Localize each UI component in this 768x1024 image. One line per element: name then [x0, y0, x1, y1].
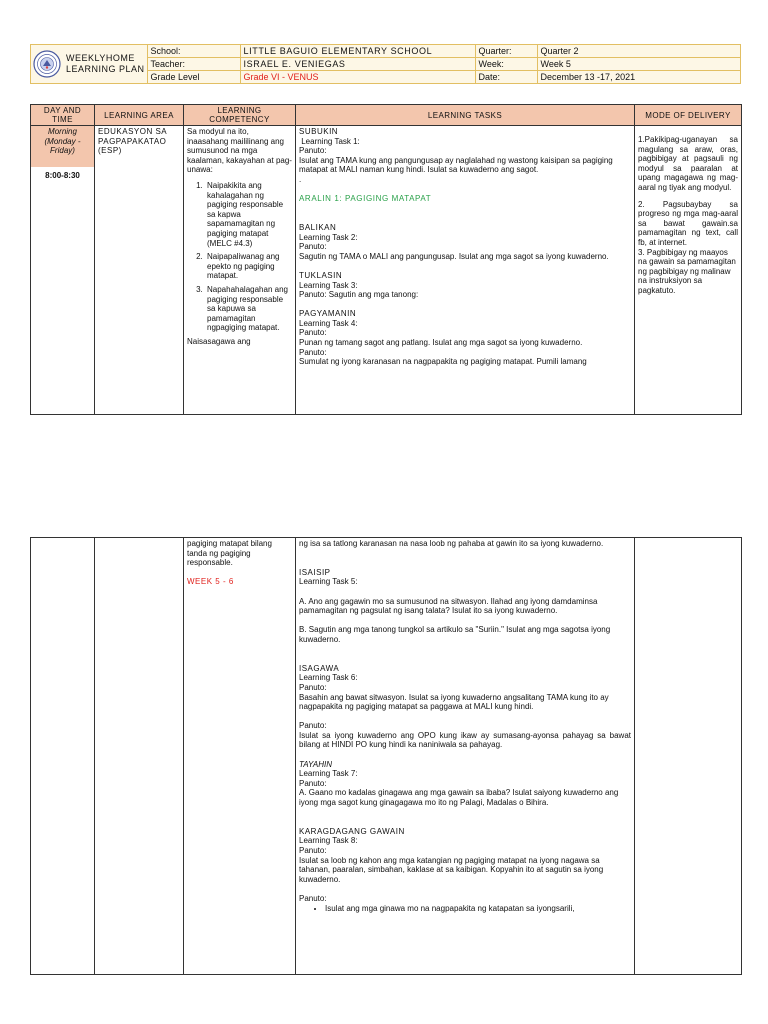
task4b-text: Sumulat ng iyong karanasan na nagpapakita ng pagiging matapat. Pumili lamang [299, 357, 587, 367]
panuto-label: Panuto: [299, 682, 327, 692]
col-header-tasks: LEARNING TASKS [296, 105, 635, 126]
task4b-continued: ng isa sa tatlong karanasan na nasa loob ng pahaba at gawin ito sa iyong kuwaderno. [299, 539, 604, 548]
plan-title-line1: WEEKLYHOME [66, 53, 135, 63]
subukin-heading: SUBUKIN [299, 127, 339, 136]
task1-dot: . [299, 174, 302, 184]
day-time-cell [31, 126, 95, 415]
date-value: December 13 -17, 2021 [537, 71, 740, 84]
task5-label: Learning Task 5: [299, 577, 358, 587]
learning-plan-table-page2 [30, 537, 742, 975]
learning-plan-table-page1 [30, 104, 742, 415]
competency-intro: Sa modyul na ito, inaasahang maililinang ang sumusunod na mga kaalaman, kakayahan at pag-unawa: [187, 127, 292, 175]
day-time-cell [31, 538, 95, 975]
task4-text: Punan ng tamang sagot ang patlang. Isulat ang mga sagot sa iyong kuwaderno. [299, 338, 583, 348]
plan-header-table [30, 44, 741, 84]
col-header-day-time: DAY AND TIME [31, 105, 95, 126]
task8-bullet-list [299, 904, 631, 914]
school-label: School: [147, 45, 240, 58]
task6-label: Learning Task 6: [299, 673, 358, 683]
competency-tail: Naisasagawa ang [187, 336, 251, 346]
plan-title-line2: LEARNING PLAN [66, 64, 145, 74]
task2-label: Learning Task 2: [299, 232, 358, 242]
teacher-label: Teacher: [147, 58, 240, 71]
tasks-cell [296, 538, 635, 975]
school-value: LITTLE BAGUIO ELEMENTARY SCHOOL [240, 45, 475, 58]
isaisip-heading: ISAISIP [299, 567, 331, 577]
task4-label: Learning Task 4: [299, 318, 358, 328]
panuto-label: Panuto: [299, 778, 327, 788]
competency-item: 1. Naipakikita ang kahalagahan ng pagiging responsable sa kapwa sapamamagitan ng pagiging matapat (MELC #4.3) [205, 181, 292, 248]
aralin-heading: ARALIN 1: PAGIGING MATAPAT [299, 194, 432, 204]
panuto-label: Panuto: [299, 328, 327, 338]
panuto-label: Panuto: [299, 347, 327, 357]
panuto-label: Panuto: [299, 242, 327, 252]
teacher-value: ISRAEL E. VENIEGAS [240, 58, 475, 71]
quarter-label: Quarter: [475, 45, 537, 58]
quarter-value: Quarter 2 [537, 45, 740, 58]
task8-text: Isulat sa loob ng kahon ang mga katangian ng pagiging matapat na iyong nagawa sa tahanan, paaralan, simbahan, kaklase at sa kaibigan. Kopyahin ito at sagutin sa iyong kuwaderno. [299, 855, 604, 884]
task2-text: Sagutin ng TAMA o MALI ang pangungusap. Isulat ang mga sagot sa iyong kuwaderno. [299, 251, 609, 261]
competency-continued: pagiging matapat bilang tanda ng pagiging responsable. [187, 539, 272, 568]
learning-area-cell [95, 538, 184, 975]
delivery-item: 2. Pagsubaybay sa progreso ng mga mag-aaral sa bawat gawain.sa pamamagitan ng text, call fb, at internet. [638, 199, 738, 247]
delivery-cell [635, 126, 742, 415]
tayahin-heading: TAYAHIN [299, 759, 333, 769]
task8-label: Learning Task 8: [299, 836, 358, 846]
deped-seal-icon [33, 50, 61, 78]
task8-bullet: • Isulat ang mga ginawa mo na nagpapakita ng katapatan sa iyongsarili, [325, 904, 631, 914]
learning-area-cell: EDUKASYON SA PAGPAPAKATAO (ESP) [95, 126, 184, 415]
col-header-delivery: MODE OF DELIVERY [635, 105, 742, 126]
task7-text: A. Gaano mo kadalas ginagawa ang mga gawain sa ibaba? Isulat saiyong kuwaderno ang iyong mga sagot kung ginagagawa mo ito ng Palagi, Madalas o Bihira. [299, 788, 619, 808]
task5-b-text: B. Sagutin ang mga tanong tungkol sa artikulo sa "Suriin." Isulat ang mga sagotsa iyong kuwaderno. [299, 625, 611, 644]
delivery-cell [635, 538, 742, 975]
competency-list [187, 181, 292, 333]
tuklasin-heading: TUKLASIN [299, 270, 343, 280]
grade-value: Grade VI - VENUS [240, 71, 475, 84]
day-label: Morning (Monday - Friday) [31, 126, 94, 167]
karagdagang-heading: KARAGDAGANG GAWAIN [299, 826, 405, 836]
week-range-label: WEEK 5 - 6 [187, 577, 234, 587]
date-label: Date: [475, 71, 537, 84]
week-label: Week: [475, 58, 537, 71]
delivery-item: 3. Pagbibigay ng maayos na gawain sa pamamagitan ng pagbibigay ng malinaw na instruksiyon sa pagkatuto. [638, 247, 736, 295]
isagawa-heading: ISAGAWA [299, 663, 340, 673]
competency-cell [184, 126, 296, 415]
grade-label: Grade Level [147, 71, 240, 84]
week-value: Week 5 [537, 58, 740, 71]
balikan-heading: BALIKAN [299, 222, 337, 232]
task1-text: Isulat ang TAMA kung ang pangungusap ay naglalahad ng wastong kaisipan sa pagiging matapat at MALI naman kung hindi. Isulat sa kuwaderno ang sagot. [299, 155, 613, 175]
competency-cell [184, 538, 296, 975]
tasks-cell [296, 126, 635, 415]
competency-item: 3. Napahahalagahan ang pagiging responsable sa kapuwa sa pamamagitan ngpagiging matapat. [205, 285, 292, 333]
task3-text: Panuto: Sagutin ang mga tanong: [299, 290, 419, 300]
task5-a-text: A. Ano ang gagawin mo sa sumusunod na sitwasyon. Ilahad ang iyong damdaminsa pamamagitan ng pagsulat ng isang talata? Isulat ito sa iyong kuwaderno. [299, 596, 598, 616]
task1-label: Learning Task 1: [299, 136, 360, 146]
task3-label: Learning Task 3: [299, 280, 358, 290]
col-header-competency: LEARNING COMPETENCY [184, 105, 296, 126]
pagyamanin-heading: PAGYAMANIN [299, 309, 357, 319]
competency-item: 2. Naipapaliwanag ang epekto ng pagiging matapat. [205, 252, 292, 281]
plan-title-cell [31, 45, 148, 84]
time-label: 8:00-8:30 [45, 171, 80, 180]
task7-label: Learning Task 7: [299, 769, 358, 779]
delivery-item: 1.Pakikipag-uganayan sa magulang sa araw, oras, pagbibigay at pagsauli ng modyul sa paaralan at upang magagawa ng mag-aaral ng tiyak ang modyul. [638, 135, 738, 192]
panuto-label: Panuto: [299, 846, 327, 855]
panuto-label: Panuto: [299, 721, 327, 731]
panuto-label: Panuto: [299, 893, 327, 903]
col-header-learning-area: LEARNING AREA [95, 105, 184, 126]
panuto-label: Panuto: [299, 146, 327, 156]
task6b-text: Isulat sa iyong kuwaderno ang OPO kung ikaw ay sumasang-ayonsa pahayag sa bawat bilang at HINDI PO kung hindi ka naniniwala sa pahayag. [299, 730, 631, 750]
task6-text: Basahin ang bawat sitwasyon. Isulat sa iyong kuwaderno angsalitang TAMA kung ito ay nagpapakita ng pagiging matapat sa paggawa at MALI kung hindi. [299, 692, 609, 712]
